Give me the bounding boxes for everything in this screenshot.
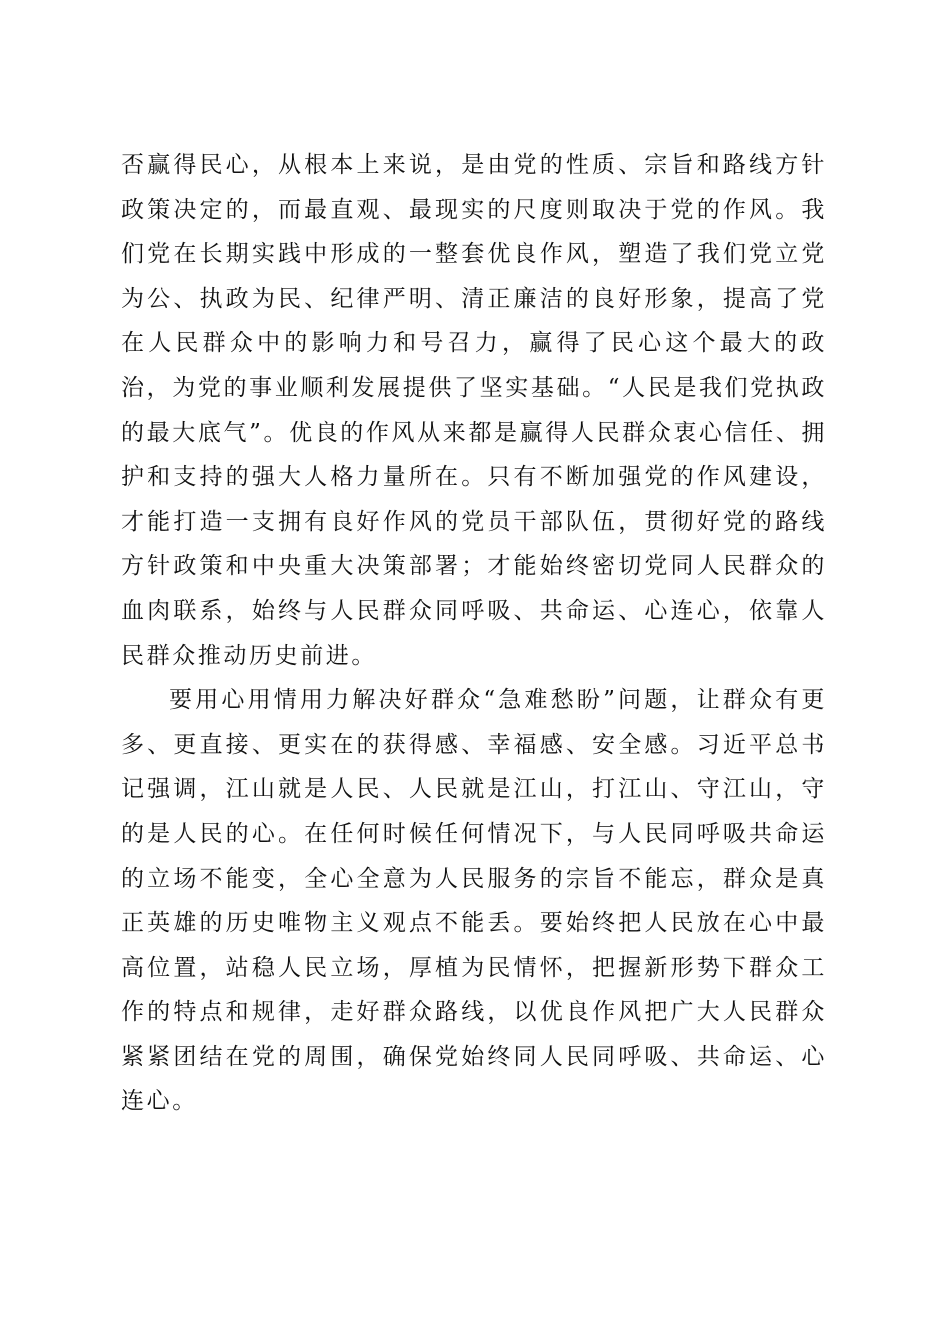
paragraph: 否赢得民心，从根本上来说，是由党的性质、宗旨和路线方针政策决定的，而最直观、最现实的尺度则取决于党的作风。我们党在长期实践中形成的一整套优良作风，塑造了我们党立党为公、执政为民、纪律严明、清正廉洁的良好形象，提高了党在人民群众中的影响力和号召力，赢得了民心这个最大的政治，为党的事业顺利发展提供了坚实基础。“人民是我们党执政的最大底气”。优良的作风从来都是赢得人民群众衷心信任、拥护和支持的强大人格力量所在。只有不断加强党的作风建设，才能打造一支拥有良好作风的党员干部队伍，贯彻好党的路线方针政策和中央重大决策部署；才能始终密切党同人民群众的血肉联系，始终与人民群众同呼吸、共命运、心连心，依靠人民群众推动历史前进。 — [121, 152, 827, 669]
document-body — [121, 143, 827, 1124]
paragraph: 要用心用情用力解决好群众“急难愁盼”问题，让群众有更多、更直接、更实在的获得感、幸福感、安全感。习近平总书记强调，江山就是人民、人民就是江山，打江山、守江山，守的是人民的心。在任何时候任何情况下，与人民同呼吸共命运的立场不能变，全心全意为人民服务的宗旨不能忘，群众是真正英雄的历史唯物主义观点不能丢。要始终把人民放在心中最高位置，站稳人民立场，厚植为民情怀，把握新形势下群众工作的特点和规律，走好群众路线，以优良作风把广大人民群众紧紧团结在党的周围，确保党始终同人民同呼吸、共命运、心连心。 — [121, 687, 827, 1115]
